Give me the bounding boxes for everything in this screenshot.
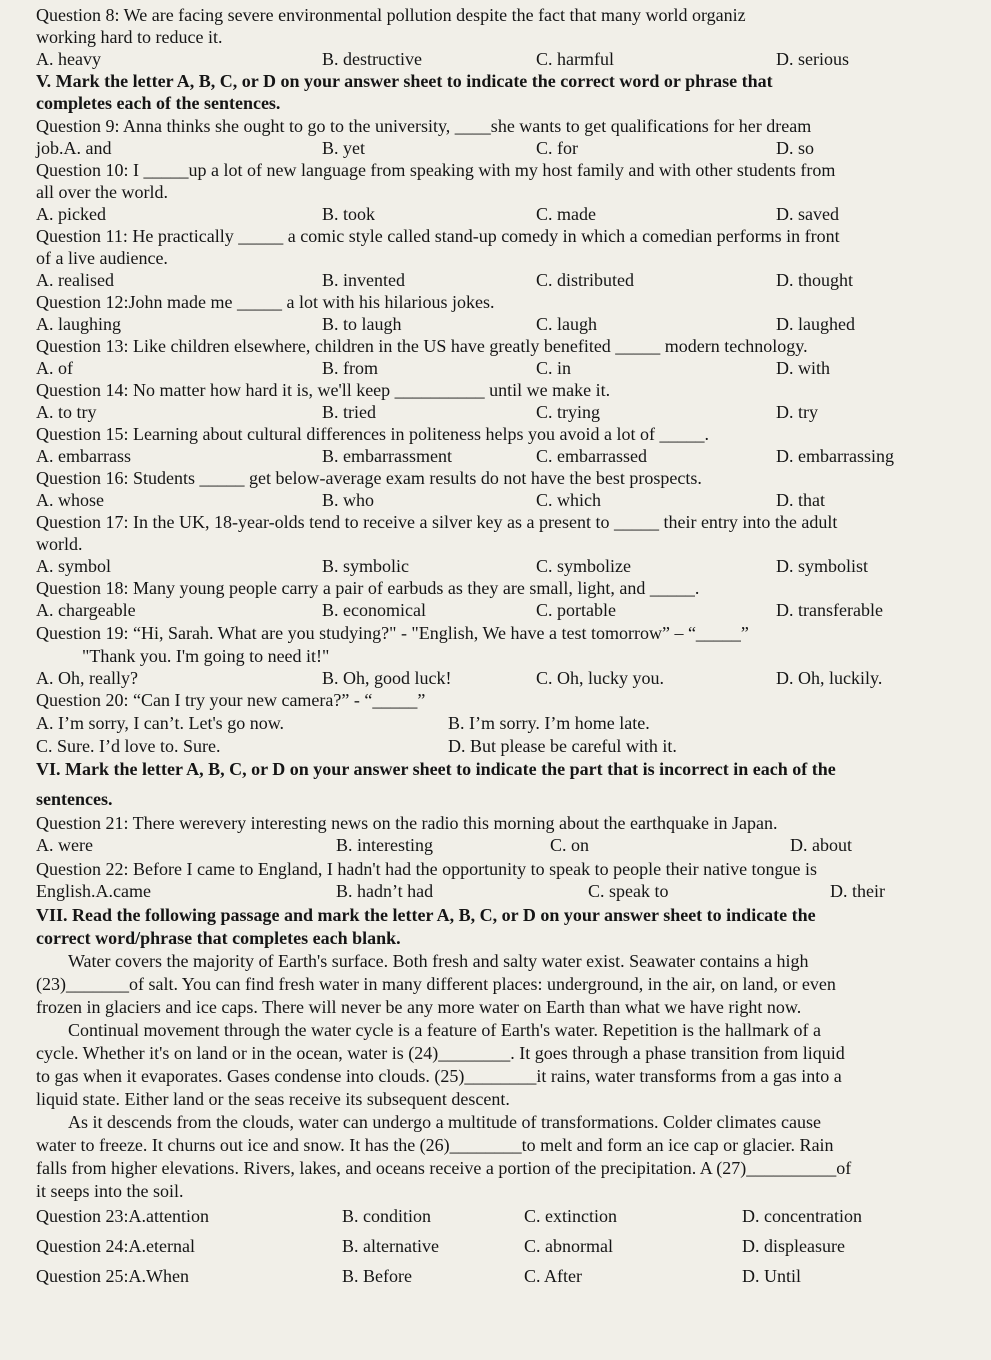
q15-option-c: C. embarrassed (536, 446, 647, 466)
q23-option-d: D. concentration (742, 1206, 862, 1226)
q19-stem-line2: "Thank you. I'm going to need it!" (82, 646, 330, 666)
q21-option-c: C. on (550, 835, 590, 855)
q10-option-a: A. picked (36, 204, 106, 224)
q19-option-c: C. Oh, lucky you. (536, 668, 664, 688)
q14-options (36, 401, 967, 423)
q8-option-c: C. harmful (536, 49, 614, 69)
q9-option-c: C. for (536, 138, 578, 158)
q15-options (36, 445, 967, 467)
q23-option-b: B. condition (342, 1206, 431, 1226)
q13-option-c: C. in (536, 358, 572, 378)
passage-line-3: frozen in glaciers and ice caps. There will never be any more water on Earth than what we have right now. (36, 997, 802, 1017)
q17-options (36, 555, 967, 577)
q8-stem-line2: working hard to reduce it. (36, 27, 223, 47)
q22-stem: Question 22: Before I came to England, I hadn't had the opportunity to speak to people their native tongue is (36, 859, 818, 879)
q13-option-d: D. with (776, 358, 830, 378)
q25-option-c: C. After (524, 1266, 582, 1286)
q19-stem-line1: Question 19: “Hi, Sarah. What are you studying?" - "English, We have a test tomorrow” – “_____” (36, 623, 749, 643)
q17-option-d: D. symbolist (776, 556, 869, 576)
q14-stem: Question 14: No matter how hard it is, we'll keep __________ until we make it. (36, 380, 611, 400)
q10-options (36, 203, 967, 225)
q9-option-d: D. so (776, 138, 815, 158)
q20-option-c: C. Sure. I’d love to. Sure. (36, 736, 221, 756)
q15-option-b: B. embarrassment (322, 446, 452, 466)
q10-option-c: C. made (536, 204, 596, 224)
q10-stem-line1: Question 10: I _____up a lot of new language from speaking with my host family and with other students from (36, 160, 836, 180)
q24-option-c: C. abnormal (524, 1236, 613, 1256)
q12-option-a: A. laughing (36, 314, 121, 334)
passage-line-1: Water covers the majority of Earth's surface. Both fresh and salty water exist. Seawater contains a high (68, 951, 809, 971)
q22-option-b: B. hadn’t had (336, 881, 434, 901)
q14-option-a: A. to try (36, 402, 97, 422)
q21-option-d: D. about (790, 835, 852, 855)
section-vii-heading-line2: correct word/phrase that completes each blank. (36, 928, 401, 948)
q17-stem-line2: world. (36, 534, 83, 554)
q18-option-b: B. economical (322, 600, 426, 620)
q20-option-b: B. I’m sorry. I’m home late. (448, 713, 650, 733)
q12-option-c: C. laugh (536, 314, 597, 334)
q14-option-b: B. tried (322, 402, 376, 422)
q21-option-a: A. were (36, 835, 93, 855)
q18-option-c: C. portable (536, 600, 616, 620)
q25-option-b: B. Before (342, 1266, 412, 1286)
q16-option-b: B. who (322, 490, 375, 510)
passage-line-5: cycle. Whether it's on land or in the ocean, water is (24)________. It goes through a phase transition from liquid (36, 1043, 845, 1063)
q20-stem: Question 20: “Can I try your new camera?” - “_____” (36, 690, 426, 710)
q18-options (36, 599, 967, 621)
q8-option-a: A. heavy (36, 49, 101, 69)
section-v-heading-line1: V. Mark the letter A, B, C, or D on your answer sheet to indicate the correct word or phrase that (36, 71, 773, 91)
q16-options (36, 489, 967, 511)
q25-option-a: Question 25:A.When (36, 1266, 189, 1286)
q12-option-d: D. laughed (776, 314, 855, 334)
q20-options-row2 (36, 735, 967, 757)
q20-options-row1 (36, 712, 967, 734)
q22-option-c: C. speak to (588, 881, 669, 901)
section-v-heading-line2: completes each of the sentences. (36, 93, 281, 113)
q11-options (36, 269, 967, 291)
q21-options (36, 834, 967, 856)
q10-option-d: D. saved (776, 204, 839, 224)
q25-options (36, 1265, 967, 1287)
q18-option-d: D. transferable (776, 600, 883, 620)
passage-line-4: Continual movement through the water cycle is a feature of Earth's water. Repetition is the hallmark of a (68, 1020, 822, 1040)
q22-options (36, 880, 967, 902)
passage-line-2: (23)_______of salt. You can find fresh water in many different places: underground, in the air, on land, or even (36, 974, 836, 994)
q13-stem: Question 13: Like children elsewhere, children in the US have greatly benefited _____ modern technology. (36, 336, 808, 356)
q15-option-d: D. embarrassing (776, 446, 894, 466)
q12-stem: Question 12:John made me _____ a lot with his hilarious jokes. (36, 292, 495, 312)
section-vi-heading-line2: sentences. (36, 789, 113, 809)
q19-option-b: B. Oh, good luck! (322, 668, 452, 688)
q19-option-d: D. Oh, luckily. (776, 668, 883, 688)
q19-options (36, 667, 967, 689)
passage-line-7: liquid state. Either land or the seas receive its subsequent descent. (36, 1089, 510, 1109)
q13-options (36, 357, 967, 379)
q19-option-a: A. Oh, really? (36, 668, 138, 688)
q9-option-b: B. yet (322, 138, 365, 158)
q11-stem-line2: of a live audience. (36, 248, 168, 268)
q15-stem: Question 15: Learning about cultural differences in politeness helps you avoid a lot of _____. (36, 424, 710, 444)
passage-line-11: it seeps into the soil. (36, 1181, 184, 1201)
q21-stem: Question 21: There werevery interesting news on the radio this morning about the earthquake in Japan. (36, 813, 778, 833)
q15-option-a: A. embarrass (36, 446, 131, 466)
q8-option-d: D. serious (776, 49, 849, 69)
q14-option-c: C. trying (536, 402, 601, 422)
q25-option-d: D. Until (742, 1266, 802, 1286)
q17-option-c: C. symbolize (536, 556, 631, 576)
q18-stem: Question 18: Many young people carry a pair of earbuds as they are small, light, and _____. (36, 578, 700, 598)
q16-option-d: D. that (776, 490, 825, 510)
q22-option-d: D. their (830, 881, 885, 901)
passage-line-8: As it descends from the clouds, water can undergo a multitude of transformations. Colder climates cause (68, 1112, 821, 1132)
q9-stem-line1: Question 9: Anna thinks she ought to go to the university, ____she wants to get qualifications for her dream (36, 116, 812, 136)
section-vi-heading-line1: VI. Mark the letter A, B, C, or D on your answer sheet to indicate the part that is incorrect in each of the (36, 759, 836, 779)
q12-option-b: B. to laugh (322, 314, 402, 334)
q20-option-a: A. I’m sorry, I can’t. Let's go now. (36, 713, 285, 733)
q23-option-c: C. extinction (524, 1206, 617, 1226)
q24-option-b: B. alternative (342, 1236, 439, 1256)
q23-option-a: Question 23:A.attention (36, 1206, 209, 1226)
q18-option-a: A. chargeable (36, 600, 136, 620)
q8-options (36, 48, 967, 70)
q16-stem: Question 16: Students _____ get below-average exam results do not have the best prospects. (36, 468, 702, 488)
q20-option-d: D. But please be careful with it. (448, 736, 677, 756)
q11-option-c: C. distributed (536, 270, 634, 290)
q8-stem-line1: Question 8: We are facing severe environmental pollution despite the fact that many world organiz (36, 5, 746, 25)
q10-option-b: B. took (322, 204, 376, 224)
q14-option-d: D. try (776, 402, 818, 422)
q22-option-a: English.A.came (36, 881, 151, 901)
q24-option-a: Question 24:A.eternal (36, 1236, 195, 1256)
q23-options (36, 1205, 967, 1227)
q16-option-a: A. whose (36, 490, 104, 510)
q21-option-b: B. interesting (336, 835, 433, 855)
q17-option-a: A. symbol (36, 556, 112, 576)
q24-options (36, 1235, 967, 1257)
q8-option-b: B. destructive (322, 49, 422, 69)
passage-line-9: water to freeze. It churns out ice and snow. It has the (26)________to melt and form an ice cap or glacier. Rain (36, 1135, 834, 1155)
q10-stem-line2: all over the world. (36, 182, 168, 202)
q11-stem-line1: Question 11: He practically _____ a comic style called stand-up comedy in which a comedian performs in front (36, 226, 840, 246)
q13-option-b: B. from (322, 358, 378, 378)
q17-stem-line1: Question 17: In the UK, 18-year-olds tend to receive a silver key as a present to _____ their entry into the adult (36, 512, 838, 532)
q17-option-b: B. symbolic (322, 556, 410, 576)
q12-options (36, 313, 967, 335)
q9-option-a: job.A. and (36, 138, 112, 158)
passage-line-6: to gas when it evaporates. Gases condense into clouds. (25)________it rains, water transforms from a gas into a (36, 1066, 842, 1086)
q11-option-a: A. realised (36, 270, 114, 290)
q16-option-c: C. which (536, 490, 601, 510)
passage-line-10: falls from higher elevations. Rivers, lakes, and oceans receive a portion of the precipitation. A (27)__________of (36, 1158, 852, 1178)
section-vii-heading-line1: VII. Read the following passage and mark the letter A, B, C, or D on your answer sheet to indicate the (36, 905, 816, 925)
q24-option-d: D. displeasure (742, 1236, 845, 1256)
q11-option-b: B. invented (322, 270, 405, 290)
q9-options (36, 137, 967, 159)
q13-option-a: A. of (36, 358, 73, 378)
q11-option-d: D. thought (776, 270, 854, 290)
